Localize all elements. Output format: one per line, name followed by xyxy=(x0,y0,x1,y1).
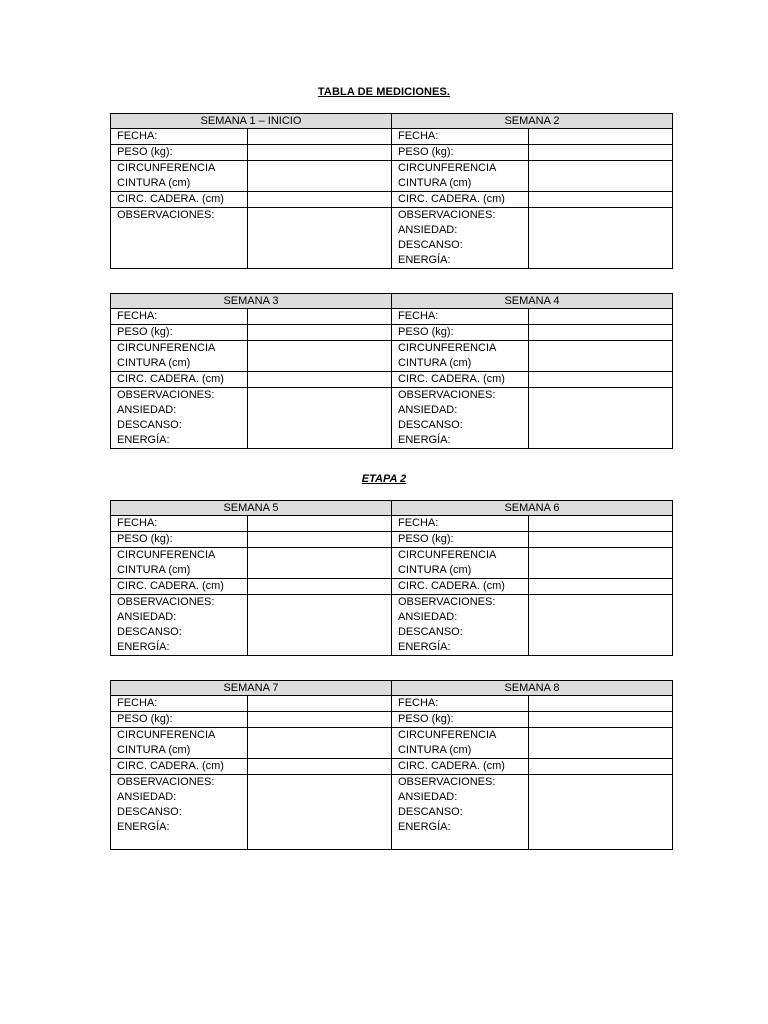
observaciones-value-cell[interactable] xyxy=(248,775,392,850)
peso-value-cell[interactable] xyxy=(248,712,392,728)
peso-value-cell[interactable] xyxy=(529,145,673,161)
fecha-value-cell[interactable] xyxy=(248,696,392,712)
cadera-label: CIRC. CADERA. (cm) xyxy=(111,579,248,595)
observaciones-value-cell[interactable] xyxy=(248,595,392,656)
week-header: SEMANA 8 xyxy=(391,681,672,696)
observaciones-label: OBSERVACIONES: ANSIEDAD: DESCANSO: ENERGÍA: xyxy=(111,595,248,656)
fecha-value-cell[interactable] xyxy=(248,516,392,532)
peso-label: PESO (kg): xyxy=(111,145,248,161)
week-header: SEMANA 6 xyxy=(391,501,672,516)
cintura-value-cell[interactable] xyxy=(248,161,392,192)
cadera-label: CIRC. CADERA. (cm) xyxy=(111,192,248,208)
cintura-label: CIRCUNFERENCIA CINTURA (cm) xyxy=(391,341,528,372)
peso-value-cell[interactable] xyxy=(248,145,392,161)
peso-label: PESO (kg): xyxy=(391,145,528,161)
week-header: SEMANA 3 xyxy=(111,294,392,309)
observaciones-value-cell[interactable] xyxy=(248,208,392,269)
fecha-value-cell[interactable] xyxy=(529,696,673,712)
week-table-7-8 xyxy=(110,680,673,850)
fecha-value-cell[interactable] xyxy=(529,309,673,325)
cadera-value-cell[interactable] xyxy=(248,192,392,208)
cintura-label: CIRCUNFERENCIA CINTURA (cm) xyxy=(111,728,248,759)
cintura-label: CIRCUNFERENCIA CINTURA (cm) xyxy=(391,548,528,579)
cadera-value-cell[interactable] xyxy=(529,372,673,388)
cintura-value-cell[interactable] xyxy=(529,161,673,192)
fecha-label: FECHA: xyxy=(391,516,528,532)
fecha-value-cell[interactable] xyxy=(248,129,392,145)
fecha-label: FECHA: xyxy=(391,309,528,325)
cintura-value-cell[interactable] xyxy=(529,341,673,372)
cadera-label: CIRC. CADERA. (cm) xyxy=(111,372,248,388)
cadera-value-cell[interactable] xyxy=(248,372,392,388)
observaciones-label: OBSERVACIONES: ANSIEDAD: DESCANSO: ENERGÍA: xyxy=(391,595,528,656)
observaciones-label: OBSERVACIONES: ANSIEDAD: DESCANSO: ENERGÍA: xyxy=(111,775,248,850)
page-title: TABLA DE MEDICIONES. xyxy=(317,86,451,98)
peso-label: PESO (kg): xyxy=(391,532,528,548)
fecha-value-cell[interactable] xyxy=(248,309,392,325)
cadera-value-cell[interactable] xyxy=(248,579,392,595)
week-table-3-4 xyxy=(110,293,673,449)
observaciones-label: OBSERVACIONES: ANSIEDAD: DESCANSO: ENERGÍA: xyxy=(111,388,248,449)
peso-label: PESO (kg): xyxy=(111,532,248,548)
cadera-label: CIRC. CADERA. (cm) xyxy=(111,759,248,775)
peso-label: PESO (kg): xyxy=(111,712,248,728)
cadera-value-cell[interactable] xyxy=(529,192,673,208)
peso-value-cell[interactable] xyxy=(529,325,673,341)
peso-value-cell[interactable] xyxy=(248,325,392,341)
fecha-label: FECHA: xyxy=(111,696,248,712)
cadera-label: CIRC. CADERA. (cm) xyxy=(391,579,528,595)
observaciones-value-cell[interactable] xyxy=(529,388,673,449)
cadera-value-cell[interactable] xyxy=(529,579,673,595)
stage-title: ETAPA 2 xyxy=(361,473,407,485)
cadera-value-cell[interactable] xyxy=(529,759,673,775)
week-header: SEMANA 2 xyxy=(391,114,672,129)
observaciones-label: OBSERVACIONES: ANSIEDAD: DESCANSO: ENERGÍA: xyxy=(391,775,528,850)
peso-label: PESO (kg): xyxy=(391,325,528,341)
cintura-label: CIRCUNFERENCIA CINTURA (cm) xyxy=(391,728,528,759)
fecha-value-cell[interactable] xyxy=(529,516,673,532)
fecha-label: FECHA: xyxy=(111,129,248,145)
cadera-label: CIRC. CADERA. (cm) xyxy=(391,192,528,208)
observaciones-label: OBSERVACIONES: ANSIEDAD: DESCANSO: ENERGÍA: xyxy=(391,388,528,449)
cadera-label: CIRC. CADERA. (cm) xyxy=(391,372,528,388)
week-header: SEMANA 4 xyxy=(391,294,672,309)
week-header: SEMANA 5 xyxy=(111,501,392,516)
observaciones-label: OBSERVACIONES: ANSIEDAD: DESCANSO: ENERGÍA: xyxy=(391,208,528,269)
observaciones-value-cell[interactable] xyxy=(248,388,392,449)
observaciones-label: OBSERVACIONES: xyxy=(111,208,248,269)
observaciones-value-cell[interactable] xyxy=(529,775,673,850)
cintura-label: CIRCUNFERENCIA CINTURA (cm) xyxy=(111,548,248,579)
week-header: SEMANA 1 – INICIO xyxy=(111,114,392,129)
peso-label: PESO (kg): xyxy=(391,712,528,728)
fecha-value-cell[interactable] xyxy=(529,129,673,145)
week-table-5-6 xyxy=(110,500,673,656)
peso-value-cell[interactable] xyxy=(529,712,673,728)
cintura-value-cell[interactable] xyxy=(248,548,392,579)
cintura-value-cell[interactable] xyxy=(529,548,673,579)
peso-value-cell[interactable] xyxy=(248,532,392,548)
cintura-value-cell[interactable] xyxy=(529,728,673,759)
peso-value-cell[interactable] xyxy=(529,532,673,548)
week-table-1-2 xyxy=(110,113,673,269)
cadera-value-cell[interactable] xyxy=(248,759,392,775)
fecha-label: FECHA: xyxy=(111,516,248,532)
cintura-value-cell[interactable] xyxy=(248,728,392,759)
cintura-label: CIRCUNFERENCIA CINTURA (cm) xyxy=(391,161,528,192)
fecha-label: FECHA: xyxy=(391,696,528,712)
fecha-label: FECHA: xyxy=(391,129,528,145)
cadera-label: CIRC. CADERA. (cm) xyxy=(391,759,528,775)
fecha-label: FECHA: xyxy=(111,309,248,325)
cintura-label: CIRCUNFERENCIA CINTURA (cm) xyxy=(111,341,248,372)
cintura-value-cell[interactable] xyxy=(248,341,392,372)
cintura-label: CIRCUNFERENCIA CINTURA (cm) xyxy=(111,161,248,192)
observaciones-value-cell[interactable] xyxy=(529,595,673,656)
week-header: SEMANA 7 xyxy=(111,681,392,696)
peso-label: PESO (kg): xyxy=(111,325,248,341)
observaciones-value-cell[interactable] xyxy=(529,208,673,269)
